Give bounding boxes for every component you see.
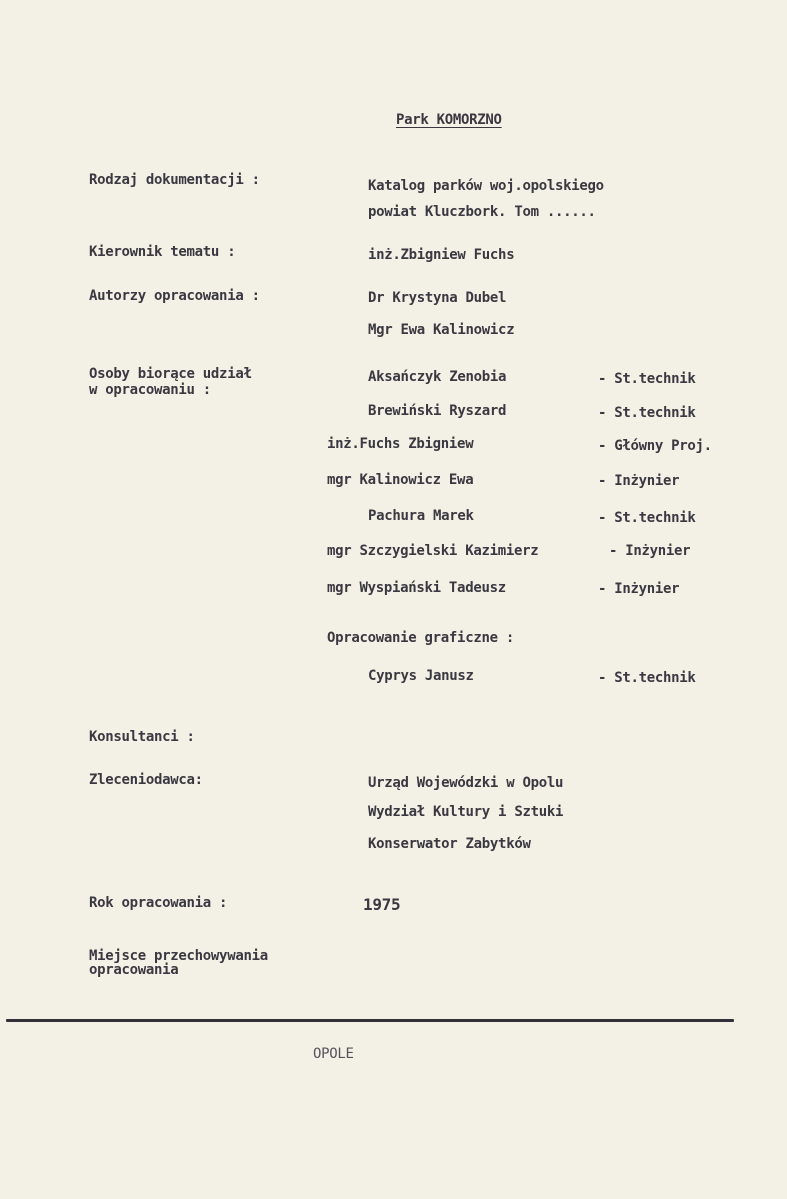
manager-value: inż.Zbigniew Fuchs — [368, 247, 515, 263]
participant-role: - Inżynier — [609, 543, 691, 559]
participant-name: mgr Kalinowicz Ewa — [327, 472, 474, 488]
participant-name: Aksańczyk Zenobia — [368, 369, 507, 385]
doc-type-value-line1: Katalog parków woj.opolskiego — [368, 178, 604, 194]
graphics-role: - St.technik — [598, 670, 696, 686]
storage-label-line2: opracowania — [89, 962, 179, 978]
manager-label: Kierownik tematu : — [89, 244, 236, 260]
client-label: Zleceniodawca: — [89, 772, 203, 788]
graphics-label: Opracowanie graficzne : — [327, 630, 514, 646]
storage-label-line1: Miejsce przechowywania — [89, 948, 268, 964]
participant-role: - Inżynier — [598, 581, 680, 597]
author-1: Dr Krystyna Dubel — [368, 290, 507, 306]
client-line1: Urząd Wojewódzki w Opolu — [368, 775, 564, 791]
doc-type-value-line2: powiat Kluczbork. Tom ...... — [368, 204, 596, 220]
participant-role: - Inżynier — [598, 473, 680, 489]
year-label: Rok opracowania : — [89, 895, 228, 911]
graphics-name: Cyprys Janusz — [368, 668, 474, 684]
participant-name: Pachura Marek — [368, 508, 474, 524]
participant-role: - St.technik — [598, 510, 696, 526]
doc-type-label: Rodzaj dokumentacji : — [89, 172, 260, 188]
author-2: Mgr Ewa Kalinowicz — [368, 322, 515, 338]
consultants-label: Konsultanci : — [89, 729, 195, 745]
client-line2: Wydział Kultury i Sztuki — [368, 804, 564, 820]
participant-name: mgr Wyspiański Tadeusz — [327, 580, 506, 596]
document-title: Park KOMORZNO — [396, 112, 502, 128]
participants-label-line1: Osoby biorące udział — [89, 366, 252, 382]
participant-role: - St.technik — [598, 405, 696, 421]
client-line3: Konserwator Zabytków — [368, 836, 531, 852]
participant-name: inż.Fuchs Zbigniew — [327, 436, 474, 452]
participant-name: Brewiński Ryszard — [368, 403, 507, 419]
divider-line — [6, 1019, 734, 1022]
participant-role: - St.technik — [598, 371, 696, 387]
year-value: 1975 — [363, 895, 401, 914]
participants-label-line2: w opracowaniu : — [89, 382, 211, 398]
participant-name: mgr Szczygielski Kazimierz — [327, 543, 539, 559]
authors-label: Autorzy opracowania : — [89, 288, 260, 304]
footer-city: OPOLE — [313, 1046, 354, 1062]
participant-role: - Główny Proj. — [598, 438, 712, 454]
